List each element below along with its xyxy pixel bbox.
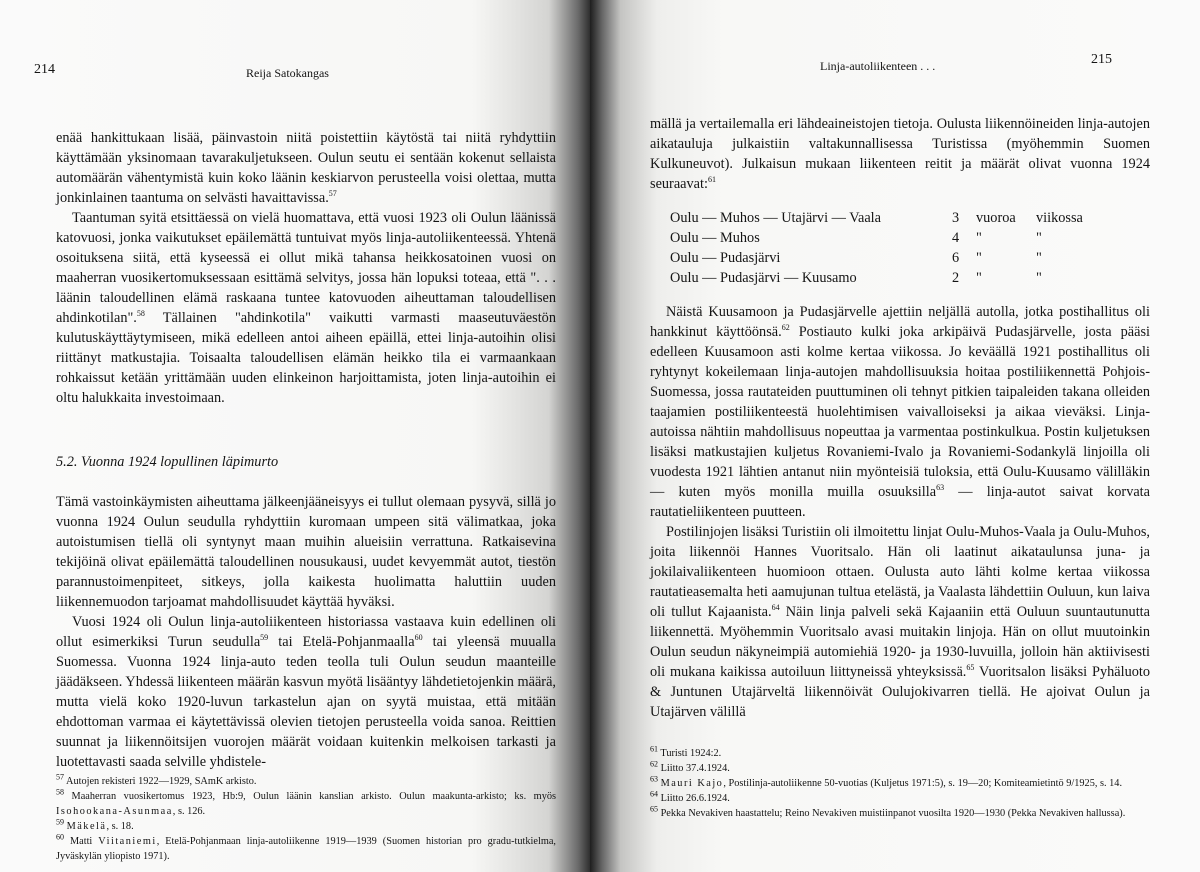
running-header: Reija Satokangas — [246, 66, 329, 80]
paragraph: Taantuman syitä etsittäessä on vielä huomattava, että vuosi 1923 oli Oulun läänissä katovuosi, jonka vaikutukset epäilemättä tuntuivat myös linja-autoliikenteessä. Yhtenä osoituksena siitä, että kyseessä ei ollut mikä tahansa heikkosatoinen vuosi on maaherran vuosikertomuksessaan esittämä selvitys, jossa hän lopuksi toteaa, että ". . . läänin taloudellinen elämä raskaana tuntee katovuoden aiheuttaman taloudellisen ahdinkotilan".$^{58}$ Tällainen "ahdinkotila" vaikutti varmasti maaseutuväestön kulutuskäyttäytymiseen, mikä edelleen antoi aiheen epäillä, ettei linja-autoihin olisi riittänyt matkustajia. Toisaalta taloudellisen elämän heikko tila ei varmaankaan rohkaissut ketään yrittämään uuden elinkeinon harjoittamista, joten linja-autoihin ei oltu halukkaita investoimaan. — [56, 210, 556, 406]
footnotes — [56, 774, 556, 864]
body-text — [56, 128, 556, 772]
paragraph: Postilinjojen lisäksi Turistiin oli ilmoitettu linjat Oulu-Muhos-Vaala ja Oulu-Muhos, joita liikennöi Hannes Vuoritsalo. Hän oli laatinut aikataulunsa juna- ja jokilaivaliikenteen huomioon ottaen. Oulusta auto lähti kolme kertaa viikossa rautatieasemalta heti aamujunan tultua etelästä, ja Vaalasta lähdettiin Ouluun, kun laiva oli tullut Kajaanista.$^{64}$ Näin linja palveli sekä Kajaaniin että Ouluun suuntautunutta liikennettä. Myöhemmin Vuoritsalo avasi muitakin linjoja. Hän on ollut muutoinkin Oulun seudun näkyneimpiä automiehiä 1920- ja 1930-luvuilla, jolloin hän aktiivisesti oli mukana kaikissa autoiluun liittyneissä yhteyksissä.$^{65}$ Vuoritsalon lisäksi Pyhäluoto & Juntunen Utajärveltä liikennöivät Oulujokivarren tiellä. He ajoivat Oulun ja Utajärven välillä — [650, 524, 1150, 720]
footnote-ref: 64 — [771, 603, 780, 613]
footnote-ref: 63 — [936, 483, 945, 493]
footnote: $^{64}$ Liitto 26.6.1924. — [650, 789, 730, 804]
footnotes — [650, 746, 1150, 821]
left-page — [0, 0, 590, 872]
footnote-ref: 65 — [966, 663, 975, 673]
footnote: $^{60}$ Matti Viitaniemi, Etelä-Pohjanmaan linja-autoliikenne 1919—1939 (Suomen historian pro gradu-tutkielma, Jyväskylän yliopisto 1971). — [56, 832, 556, 862]
page-number: 214 — [34, 62, 55, 77]
footnote: $^{63}$ Mauri Kajo, Postilinja-autoliikenne 50-vuotias (Kuljetus 1971:5), s. 19—20; Komiteamietintö 9/1925, s. 14. — [650, 774, 1123, 789]
footnote: $^{57}$ Autojen rekisteri 1922—1929, SAmK arkisto. — [56, 772, 257, 787]
footnote: $^{65}$ Pekka Nevakiven haastattelu; Reino Nevakiven muistiinpanot vuosilta 1920—1930 (Pekka Nevakiven hallussa). — [650, 804, 1126, 819]
body-text — [650, 114, 1150, 722]
table-row: Oulu — Pudasjärvi 6 " " — [670, 250, 1042, 266]
paragraph: mällä ja vertailemalla eri lähdeaineistojen tietoja. Oulusta liikennöineiden linja-autojen aikatauluja julkaistiin valtakunnallisessa Turistissa (myöhemmin Suomen Kulkuneuvot). Julkaisun mukaan liikenteen reitit ja määrät olivat vuonna 1924 seuraavat:$^{61}$ — [650, 116, 1150, 192]
footnote-ref: 60 — [414, 633, 423, 643]
table-row: Oulu — Muhos 4 " " — [670, 230, 1042, 246]
paragraph: enää hankittukaan lisää, päinvastoin niitä poistettiin käytöstä tai niitä ryhdyttiin käyttämään yksinomaan tavarakuljetukseen. Oulun seutu ei sentään kokenut sellaista automäärän vähentymistä kuin koko läänin keskiarvon perusteella voisi olettaa, mutta jonkinlainen taantuma on selvästi havaittavissa.$^{57}$ — [56, 130, 556, 206]
running-header: Linja-autoliikenteen . . . — [820, 59, 936, 73]
footnote: $^{62}$ Liitto 37.4.1924. — [650, 759, 730, 774]
table-row: Oulu — Muhos — Utajärvi — Vaala 3 vuoroa viikossa — [670, 210, 1083, 226]
footnote: $^{59}$ Mäkelä, s. 18. — [56, 817, 134, 832]
table-row: Oulu — Pudasjärvi — Kuusamo 2 " " — [670, 270, 1042, 286]
paragraph: Tämä vastoinkäymisten aiheuttama jälkeenjääneisyys ei tullut olemaan pysyvä, sillä jo vuonna 1924 Oulun seudulla ryhdyttiin kuromaan umpeen sitä välimatkaa, joka autoistumisen tiellä oli syntynyt maan muihin alueisiin verrattuna. Ratkaisevina tekijöinä olivat epäilemättä taloudellinen nousukausi, uudet kevyemmät autot, tiestön parannustoimenpiteet, sitkeys, jolla kaikesta huolimatta haluttiin uuden liikennemuodon tarjoamat mahdollisuudet käyttää hyväksi. — [56, 494, 556, 610]
section-heading: 5.2. Vuonna 1924 lopullinen läpimurto — [56, 454, 279, 470]
paragraph: Vuosi 1924 oli Oulun linja-autoliikenteen historiassa vastaava kuin edellinen oli ollut esimerkiksi Turun seudulla$^{59}$ tai Etelä-Pohjanmaalla$^{60}$ tai yleensä muualla Suomessa. Vuonna 1924 linja-auto teden teolla tuli Oulun seudun maanteille jäädäkseen. Yhdessä liikenteen määrän kasvun myötä lisääntyy lähdetietojenkin määrä, mutta vielä koko 1920-luvun tarkastelun ajan on syytä muistaa, että mitään ehdottoman varmaa ei käytettävissä olevien tietojen perusteella voida sanoa. Reittien suunnat ja liikennöitsijen vuorojen määrät voidaan kuitenkin melkoisen tarkasti ja luotettavasti saada selville yhdistele- — [56, 614, 556, 770]
footnote: $^{58}$ Maaherran vuosikertomus 1923, Hb:9, Oulun läänin kanslian arkisto. Oulun maakunta-arkisto; ks. myös Isohookana-Asunmaa, s. 126. — [56, 787, 556, 817]
route-table — [670, 208, 1150, 288]
footnote-ref: 59 — [260, 633, 269, 643]
footnote-ref: 61 — [707, 175, 716, 185]
right-page — [590, 0, 1200, 872]
footnote-ref: 58 — [136, 309, 145, 319]
footnote-ref: 57 — [328, 189, 337, 199]
footnote-ref: 62 — [781, 323, 790, 333]
page-number: 215 — [1091, 52, 1112, 67]
paragraph: Näistä Kuusamoon ja Pudasjärvelle ajettiin neljällä autolla, jotka postihallitus oli hankkinut käyttöönsä.$^{62}$ Postiauto kulki joka arkipäivä Pudasjärvelle, josta pääsi edelleen Kuusamoon asti kolme kertaa viikossa. Jo keväällä 1921 postihallitus oli ryhtynyt kokeilemaan linja-autojen mahdollisuuksia hoitaa postiliikennettä Pohjois-Suomessa, jossa rautateiden puuttuminen oli tehnyt pitkien taipaleiden takana olleiden taajamien postiliikenteestä huolehtimisen vaivalloiseksi ja aikaa vieväksi. Linja-autoissa nähtiin mahdollisuus nopeuttaa ja varmentaa postinkulkua. Postin kuljetuksen lisäksi matkustajien kuljetus Rovaniemi-Ivalo ja Rovaniemi-Sodankylä linjoilla oli vuodesta 1921 lähtien antanut niin myönteisiä tuloksia, että Oulu-Kuusamo välilläkin — kuten myös monilla muilla osuuksilla$^{63}$ — linja-autot saivat korvata rautatieliikenteen puutteen. — [650, 304, 1151, 520]
footnote: $^{61}$ Turisti 1924:2. — [650, 744, 722, 759]
